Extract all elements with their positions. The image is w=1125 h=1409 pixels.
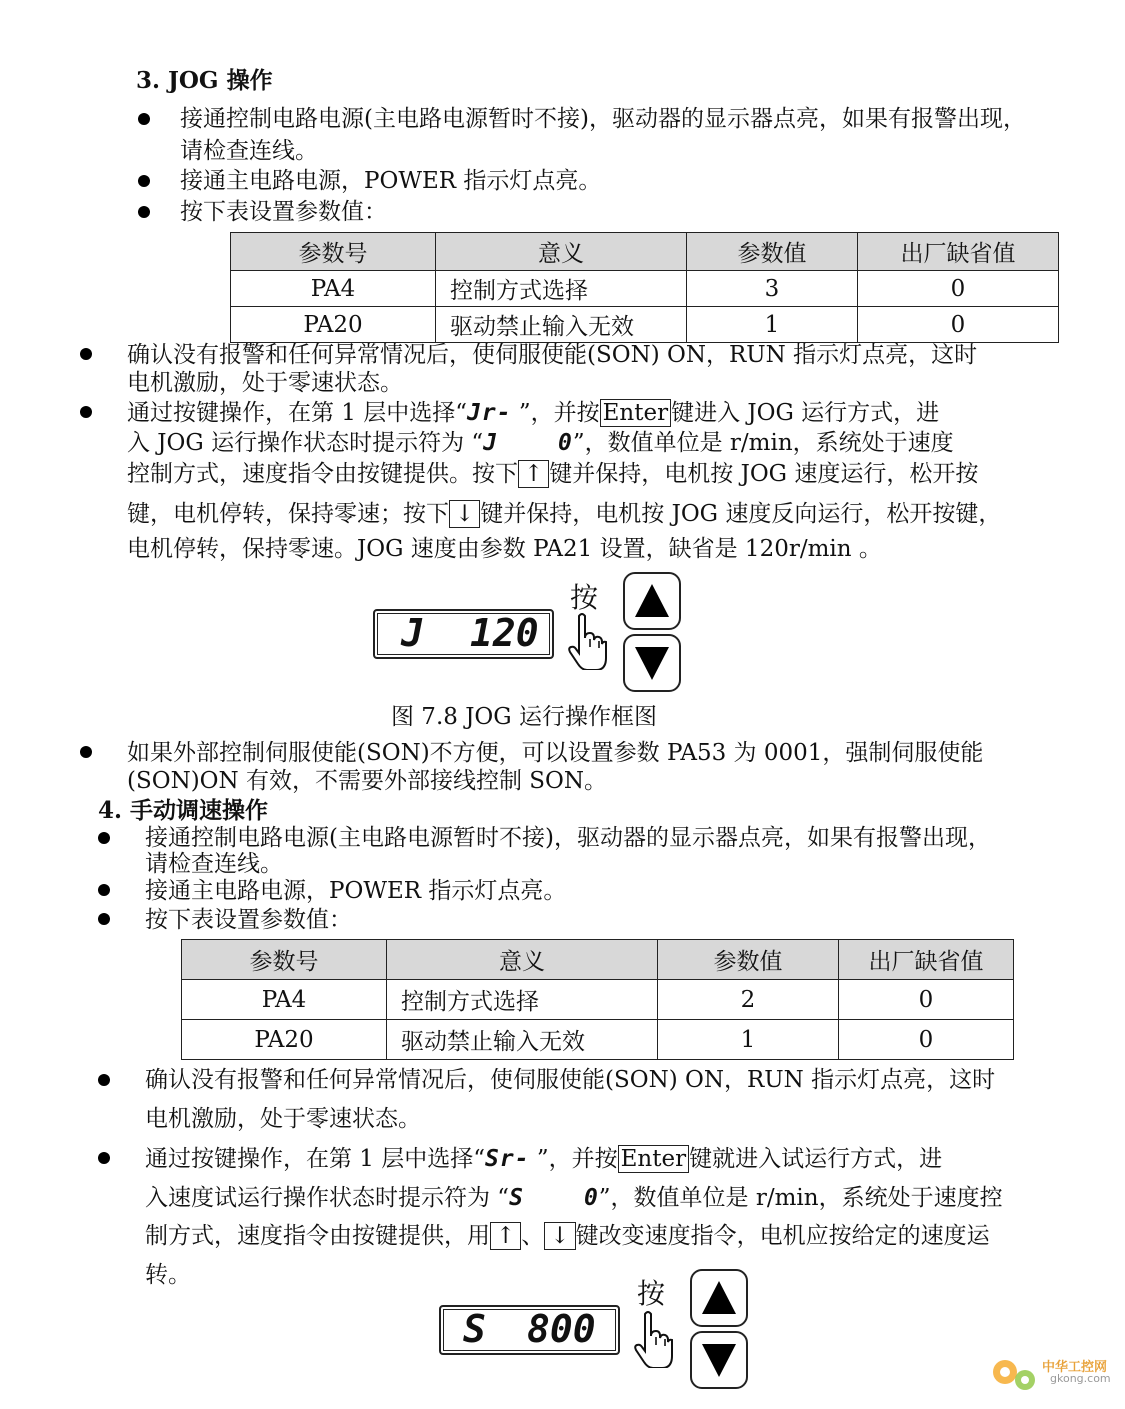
s4-bullet1-line1: 接通控制电路电源(主电路电源暂时不接)，驱动器的显示器点亮，如果有报警出现， [145, 825, 991, 851]
bullet-dot [138, 113, 150, 125]
text-run: 键并保持，电机按 JOG 速度运行，松开按 [549, 461, 979, 487]
bullet-dot [98, 1074, 110, 1086]
bullet-dot [80, 406, 92, 418]
segment-display-text: J [483, 430, 498, 456]
bullet-dot [98, 913, 110, 925]
s3-bullet5-line2 [127, 428, 954, 458]
s4-parameter-table [181, 939, 1014, 1060]
table-cell: PA4 [231, 271, 436, 307]
watermark-title: 中华工控网 [1042, 1360, 1108, 1375]
up-triangle-icon [692, 1271, 746, 1325]
down-triangle-icon [625, 636, 679, 690]
table-cell: 1 [658, 1020, 839, 1060]
s4-bullet5-line4: 转。 [145, 1262, 191, 1288]
table-cell: 2 [658, 980, 839, 1020]
table-row [231, 271, 1059, 307]
s3-bullet5-line3 [127, 459, 978, 489]
jog-lcd-display [373, 609, 554, 659]
hand-pointer-icon [567, 612, 607, 670]
s4-bullet4-line1: 确认没有报警和任何异常情况后，使伺服使能(SON) ON，RUN 指示灯点亮，这时 [145, 1067, 996, 1093]
table-cell: 驱动禁止输入无效 [436, 307, 687, 343]
s4-bullet1-line2: 请检查连线。 [145, 851, 283, 877]
s4-bullet4-line2: 电机激励，处于零速状态。 [145, 1106, 421, 1132]
s4-bullet5-line2 [145, 1183, 1003, 1213]
table-cell: 1 [687, 307, 858, 343]
s3-bullet6-line1: 如果外部控制伺服使能(SON)不方便，可以设置参数 PA53 为 0001，强制伺服使能 [127, 740, 984, 766]
enter-key-label: Enter [618, 1145, 689, 1173]
s3-bullet3: 按下表设置参数值： [180, 199, 387, 225]
table-cell: PA4 [182, 980, 387, 1020]
bullet-dot [98, 832, 110, 844]
table-header-cell: 意义 [436, 233, 687, 271]
s3-bullet1-line1: 接通控制电路电源(主电路电源暂时不接)，驱动器的显示器点亮，如果有报警出现， [180, 106, 1026, 132]
s4-bullet3: 按下表设置参数值： [145, 907, 352, 933]
text-run: 控制方式，速度指令由按键提供。按下 [127, 461, 518, 487]
bullet-dot [80, 746, 92, 758]
text-run: 通过按键操作，在第 1 层中选择“ [145, 1146, 486, 1172]
speed-lcd-display [439, 1305, 620, 1355]
press-label: 按 [637, 1277, 666, 1310]
lcd-value: 120 [470, 611, 539, 655]
segment-display-text: 0 [558, 430, 573, 456]
s4-bullet5-line3 [145, 1221, 990, 1251]
text-run: 键，电机停转，保持零速；按下 [127, 501, 449, 527]
segment-display-text: Sr- [485, 1146, 530, 1172]
figure-caption: 图 7.8 JOG 运行操作框图 [391, 704, 657, 730]
lcd-left-char: S [463, 1307, 486, 1351]
down-triangle-icon [692, 1333, 746, 1387]
s3-bullet5-line4 [127, 499, 1001, 529]
text-run: 键进入 JOG 运行方式，进 [671, 400, 940, 426]
bullet-dot [138, 206, 150, 218]
table-header-cell: 参数值 [687, 233, 858, 271]
segment-display-text: S [509, 1185, 524, 1211]
bullet-dot [98, 884, 110, 896]
down-button[interactable] [623, 634, 681, 692]
table-cell: 0 [858, 307, 1059, 343]
hand-pointer-icon [633, 1310, 673, 1368]
table-cell: 3 [687, 271, 858, 307]
table-header-cell: 参数值 [658, 940, 839, 980]
down-button[interactable] [690, 1331, 748, 1389]
s4-bullet5-line1 [145, 1144, 942, 1174]
text-run: 制方式，速度指令由按键提供，用 [145, 1223, 490, 1249]
table-cell: 0 [839, 980, 1014, 1020]
text-run: 入 JOG 运行操作状态时提示符为 “ [127, 430, 484, 456]
text-run: 入速度试运行操作状态时提示符为 “ [145, 1185, 510, 1211]
s4-bullet2: 接通主电路电源，POWER 指示灯点亮。 [145, 878, 567, 904]
enter-key-label: Enter [600, 399, 671, 427]
text-run: 通过按键操作，在第 1 层中选择“ [127, 400, 468, 426]
up-arrow-key-label: ↑ [518, 460, 549, 488]
text-run: 键改变速度指令，电机应按给定的速度运 [575, 1223, 990, 1249]
s3-bullet6-line2: (SON)ON 有效，不需要外部接线控制 SON。 [127, 768, 608, 794]
table-cell: 0 [839, 1020, 1014, 1060]
table-header-row [231, 233, 1059, 271]
down-arrow-key-label: ↓ [544, 1222, 575, 1250]
segment-display-text: 0 [583, 1185, 599, 1211]
table-cell: 0 [858, 271, 1059, 307]
s3-parameter-table [230, 232, 1059, 343]
table-header-cell: 出厂缺省值 [858, 233, 1059, 271]
bullet-dot [138, 175, 150, 187]
table-header-cell: 出厂缺省值 [839, 940, 1014, 980]
text-run: 键就进入试运行方式，进 [689, 1146, 943, 1172]
table-row [182, 1020, 1014, 1060]
table-header-cell: 参数号 [182, 940, 387, 980]
table-cell: PA20 [182, 1020, 387, 1060]
watermark-url: gkong.com [1050, 1372, 1111, 1385]
text-run: ”，数值单位是 r/min，系统处于速度 [572, 430, 954, 456]
segment-display-text: Jr- [467, 400, 512, 426]
s3-bullet1-line2: 请检查连线。 [180, 138, 318, 164]
text-run: ”，数值单位是 r/min，系统处于速度控 [598, 1185, 1003, 1211]
lcd-value: 800 [527, 1307, 596, 1351]
table-cell: 驱动禁止输入无效 [387, 1020, 658, 1060]
table-cell: 控制方式选择 [436, 271, 687, 307]
up-triangle-icon [625, 574, 679, 628]
s3-bullet2: 接通主电路电源，POWER 指示灯点亮。 [180, 168, 602, 194]
gear-logo-icon [985, 1350, 1045, 1400]
s3-bullet4-line2: 电机激励，处于零速状态。 [127, 370, 403, 396]
table-header-cell: 参数号 [231, 233, 436, 271]
lcd-left-char: J [401, 611, 424, 655]
table-cell: PA20 [231, 307, 436, 343]
down-arrow-key-label: ↓ [449, 500, 480, 528]
s3-bullet5-line5: 电机停转，保持零速。JOG 速度由参数 PA21 设置，缺省是 120r/min 。 [127, 536, 882, 562]
table-row [231, 307, 1059, 343]
section-4-heading: 4. 手动调速操作 [98, 797, 269, 824]
text-run: 、 [521, 1223, 545, 1249]
table-header-row [182, 940, 1014, 980]
s3-bullet5-line1 [127, 398, 939, 428]
table-row [182, 980, 1014, 1020]
table-cell: 控制方式选择 [387, 980, 658, 1020]
up-arrow-key-label: ↑ [490, 1222, 521, 1250]
up-button[interactable] [623, 572, 681, 630]
section-3-heading: 3. JOG 操作 [136, 67, 273, 94]
up-button[interactable] [690, 1269, 748, 1327]
text-run: ”，并按 [529, 1146, 618, 1172]
bullet-dot [80, 348, 92, 360]
text-run: ”，并按 [511, 400, 600, 426]
table-header-cell: 意义 [387, 940, 658, 980]
s3-bullet4-line1: 确认没有报警和任何异常情况后，使伺服使能(SON) ON，RUN 指示灯点亮，这时 [127, 342, 978, 368]
text-run: 键并保持，电机按 JOG 速度反向运行，松开按键， [480, 501, 1002, 527]
press-label: 按 [570, 581, 599, 614]
bullet-dot [98, 1152, 110, 1164]
